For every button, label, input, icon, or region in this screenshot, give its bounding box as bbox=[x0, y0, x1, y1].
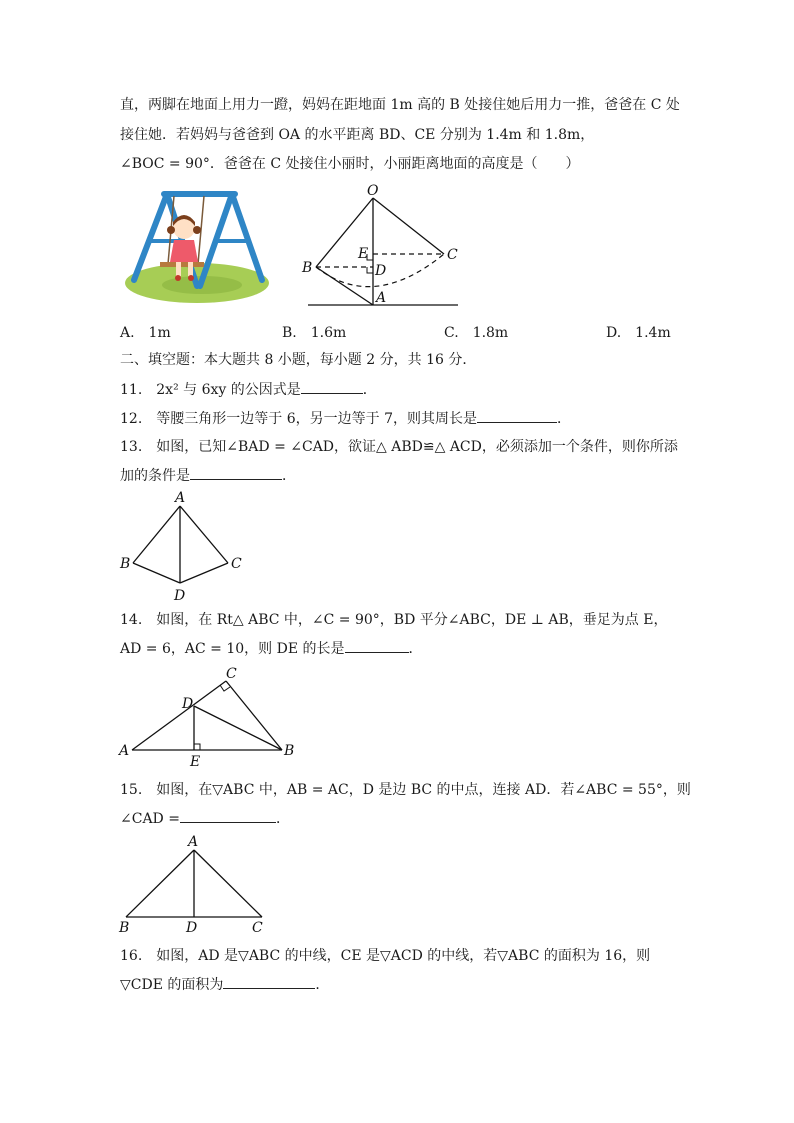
q12 bbox=[120, 408, 571, 429]
q10-label-D: D bbox=[375, 263, 387, 279]
q16-line1: 16. 如图，AD 是▽ABC 的中线，CE 是▽ACD 的中线，若▽ABC 的面积为 16，则 bbox=[120, 948, 651, 964]
q10-option-a: A. 1m bbox=[120, 325, 171, 341]
q15-blank bbox=[180, 808, 276, 823]
q10-label-O: O bbox=[367, 183, 379, 199]
q15-label-A: A bbox=[188, 834, 199, 850]
q14-end: ． bbox=[408, 641, 423, 657]
q16-line2 bbox=[120, 974, 329, 995]
q11-blank bbox=[301, 379, 363, 394]
q11 bbox=[120, 379, 377, 400]
q10-option-c: C. 1.8m bbox=[444, 325, 509, 341]
section-heading: 二、填空题：本大题共 8 小题，每小题 2 分，共 16 分． bbox=[120, 352, 477, 368]
q14-label-E: E bbox=[190, 754, 201, 770]
q15-label-B: B bbox=[119, 920, 130, 936]
q13-label-B: B bbox=[120, 556, 131, 572]
q13-label-C: C bbox=[231, 556, 242, 572]
q12-blank bbox=[477, 408, 557, 423]
q10-figure bbox=[296, 180, 466, 310]
q13-figure bbox=[116, 488, 251, 606]
q14-label-A: A bbox=[119, 743, 130, 759]
q15-figure bbox=[116, 832, 276, 936]
q10-label-B: B bbox=[302, 260, 313, 276]
q14-label-B: B bbox=[284, 743, 295, 759]
q14-figure bbox=[116, 660, 300, 770]
q10-option-d: D. 1.4m bbox=[606, 325, 671, 341]
q16-end: ． bbox=[315, 977, 330, 993]
q14-label-D: D bbox=[182, 696, 194, 712]
swing-illustration bbox=[122, 186, 272, 306]
q12-end: ． bbox=[556, 411, 571, 427]
q10-option-b: B. 1.6m bbox=[282, 325, 347, 341]
q13-text: 加的条件是 bbox=[120, 468, 190, 484]
q14-blank bbox=[345, 638, 409, 653]
q13-end: ． bbox=[282, 468, 296, 484]
q16-text: ▽CDE 的面积为 bbox=[120, 977, 224, 993]
q10-line3: ∠BOC = 90°．爸爸在 C 处接住小丽时，小丽距离地面的高度是（ ） bbox=[120, 156, 580, 172]
q10-label-E: E bbox=[358, 246, 369, 262]
q11-end: ． bbox=[362, 382, 377, 398]
q15-label-C: C bbox=[252, 920, 263, 936]
q15-end: ． bbox=[275, 811, 290, 827]
q13-line2 bbox=[120, 465, 296, 486]
q10-line1: 直，两脚在地面上用力一蹬，妈妈在距地面 1m 高的 B 处接住她后用力一推，爸爸在 C 处 bbox=[120, 97, 680, 113]
q15-label-D: D bbox=[186, 920, 198, 936]
q11-text: 11. 2x² 与 6xy 的公因式是 bbox=[120, 382, 301, 398]
q13-line1: 13. 如图，已知∠BAD = ∠CAD，欲证△ ABD≌△ ACD，必须添加一个条件，则你所添 bbox=[120, 439, 678, 455]
q15-line1: 15. 如图，在▽ABC 中，AB = AC，D 是边 BC 的中点，连接 AD．若∠ABC = 55°，则 bbox=[120, 782, 691, 798]
q10-line2: 接住她．若妈妈与爸爸到 OA 的水平距离 BD、CE 分别为 1.4m 和 1.8m， bbox=[120, 127, 595, 143]
q15-line2 bbox=[120, 808, 290, 829]
q15-text: ∠CAD = bbox=[120, 811, 180, 827]
q13-label-D: D bbox=[174, 588, 186, 604]
q14-text: AD = 6，AC = 10，则 DE 的长是 bbox=[120, 641, 345, 657]
q14-label-C: C bbox=[226, 666, 237, 682]
q13-blank bbox=[190, 465, 282, 480]
q10-label-A: A bbox=[376, 290, 387, 306]
q12-text: 12. 等腰三角形一边等于 6，另一边等于 7，则其周长是 bbox=[120, 411, 477, 427]
q14-line1: 14. 如图，在 Rt△ ABC 中，∠C = 90°，BD 平分∠ABC，DE ⊥ AB，垂足为点 E， bbox=[120, 612, 668, 628]
q14-line2 bbox=[120, 638, 423, 659]
q10-label-C: C bbox=[447, 247, 458, 263]
q16-blank bbox=[223, 974, 315, 989]
q13-label-A: A bbox=[175, 490, 186, 506]
